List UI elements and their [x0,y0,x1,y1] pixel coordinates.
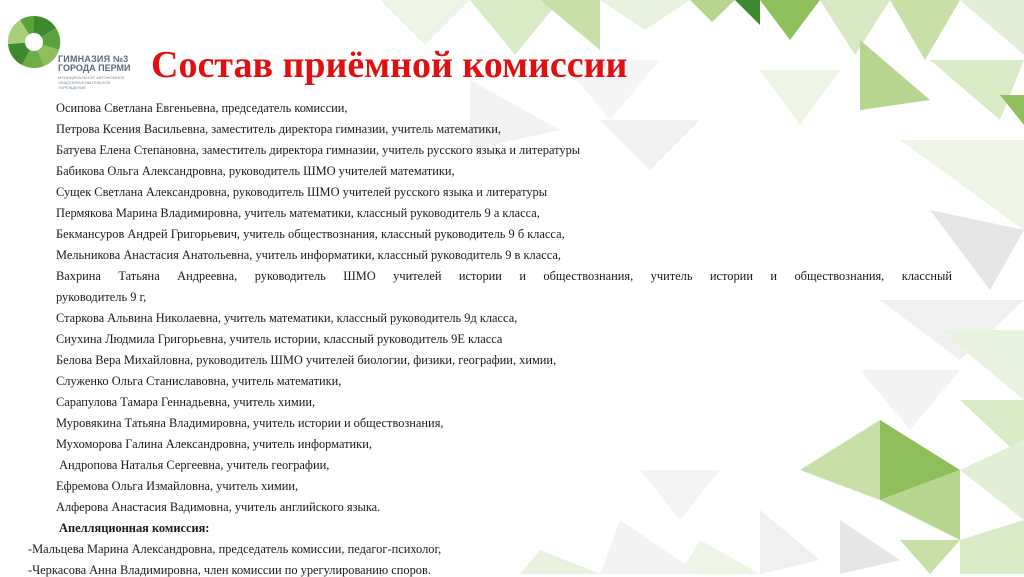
list-item: Сарапулова Тамара Геннадьевна, учитель химии, [56,395,316,409]
logo-subtitle: МУНИЦИПАЛЬНОЕ АВТОНОМНОЕ ОБЩЕОБРАЗОВАТЕЛЬНОЕ УЧРЕЖДЕНИЕ [58,75,125,90]
list-item-continuation: руководитель 9 г, [56,290,147,304]
list-item: Белова Вера Михайловна, руководитель ШМО учителей биологии, физики, географии, химии, [56,353,557,367]
appeal-item: -Мальцева Марина Александровна, председатель комиссии, педагог-психолог, [28,542,442,556]
list-item: Батуева Елена Степановна, заместитель директора гимназии, учитель русского языка и литературы [56,143,581,157]
list-item: Ефремова Ольга Измайловна, учитель химии, [56,479,299,493]
list-item: Служенко Ольга Станиславовна, учитель математики, [56,374,342,388]
list-item: Муровякина Татьяна Владимировна, учитель истории и обществознания, [56,416,444,430]
logo-city: ГОРОДА ПЕРМИ [58,63,131,73]
list-item: Старкова Альвина Николаевна, учитель математики, классный руководитель 9д класса, [56,311,518,325]
list-item: Петрова Ксения Васильевна, заместитель директора гимназии, учитель математики, [56,122,501,136]
list-item: Сущек Светлана Александровна, руководитель ШМО учителей русского языка и литературы [56,185,548,199]
list-item: Андропова Наталья Сергеевна, учитель географии, [56,458,330,472]
school-logo [8,8,138,90]
list-item: Сиухина Людмила Григорьевна, учитель истории, классный руководитель 9Е класса [56,332,503,346]
logo-title: ГИМНАЗИЯ №3 [58,54,129,64]
list-item: Мельникова Анастасия Анатольевна, учитель информатики, классный руководитель 9 в класса, [56,248,561,262]
page-title: Состав приёмной комиссии [151,44,628,86]
list-item: Мухоморова Галина Александровна, учитель информатики, [56,437,372,451]
list-item: Пермякова Марина Владимировна, учитель математики, классный руководитель 9 а класса, [56,206,540,220]
list-item: Осипова Светлана Евгеньевна, председатель комиссии, [56,101,348,115]
appeal-item: -Черкасова Анна Владимировна, член комиссии по урегулированию споров. [28,563,431,577]
list-item: Вахрина Татьяна Андреевна, руководитель ШМО учителей истории и обществознания, учитель истории и обществознания, классный [56,269,952,283]
appeal-heading: Апелляционная комиссия: [59,521,210,535]
list-item: Алферова Анастасия Вадимовна, учитель английского языка. [56,500,381,514]
list-item: Бабикова Ольга Александровна, руководитель ШМО учителей математики, [56,164,455,178]
list-item: Бекмансуров Андрей Григорьевич, учитель обществознания, классный руководитель 9 б класса, [56,227,565,241]
